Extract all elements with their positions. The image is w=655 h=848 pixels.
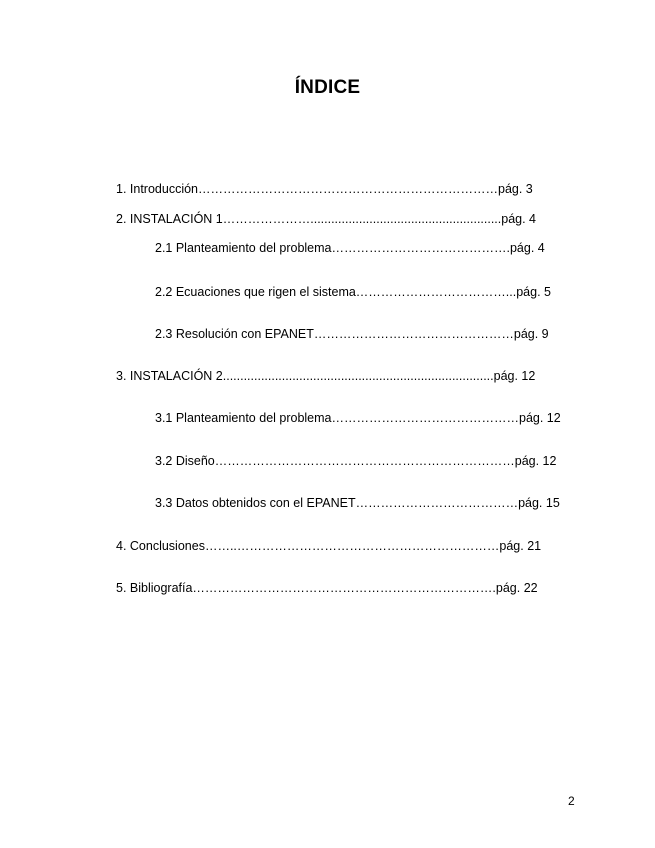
toc-entry-3-2: 3.2 Diseño………………………………………………………………pág. 12 [155,454,557,468]
toc-entry-2-3: 2.3 Resolución con EPANET…………………………………………pág. 9 [155,327,549,341]
toc-entry-conclusiones: 4. Conclusiones……..………………………………………………………pág. 21 [116,539,542,553]
page-number: 2 [568,794,575,808]
toc-entry-bibliografia: 5. Bibliografía……………………………………………………………….pág. 22 [116,581,538,595]
toc-entry-3-3: 3.3 Datos obtenidos con el EPANET…………………………………pág. 15 [155,496,560,510]
toc-entry-2-1: 2.1 Planteamiento del problema…………………………………….pág. 4 [155,241,545,255]
toc-entry-3-1: 3.1 Planteamiento del problema………………………………………pág. 12 [155,411,561,425]
toc-entry-introduccion: 1. Introducción………………………………………………………………pág. 3 [116,182,533,196]
document-title: ÍNDICE [294,77,361,98]
toc-entry-2-2: 2.2 Ecuaciones que rigen el sistema………………………………...pág. 5 [155,285,551,299]
toc-entry-instalacion-1: 2. INSTALACIÓN 1………………….......................................................pág. 4 [116,212,537,226]
toc-entry-instalacion-2: 3. INSTALACIÓN 2..............................................................................pág. 12 [116,369,536,383]
